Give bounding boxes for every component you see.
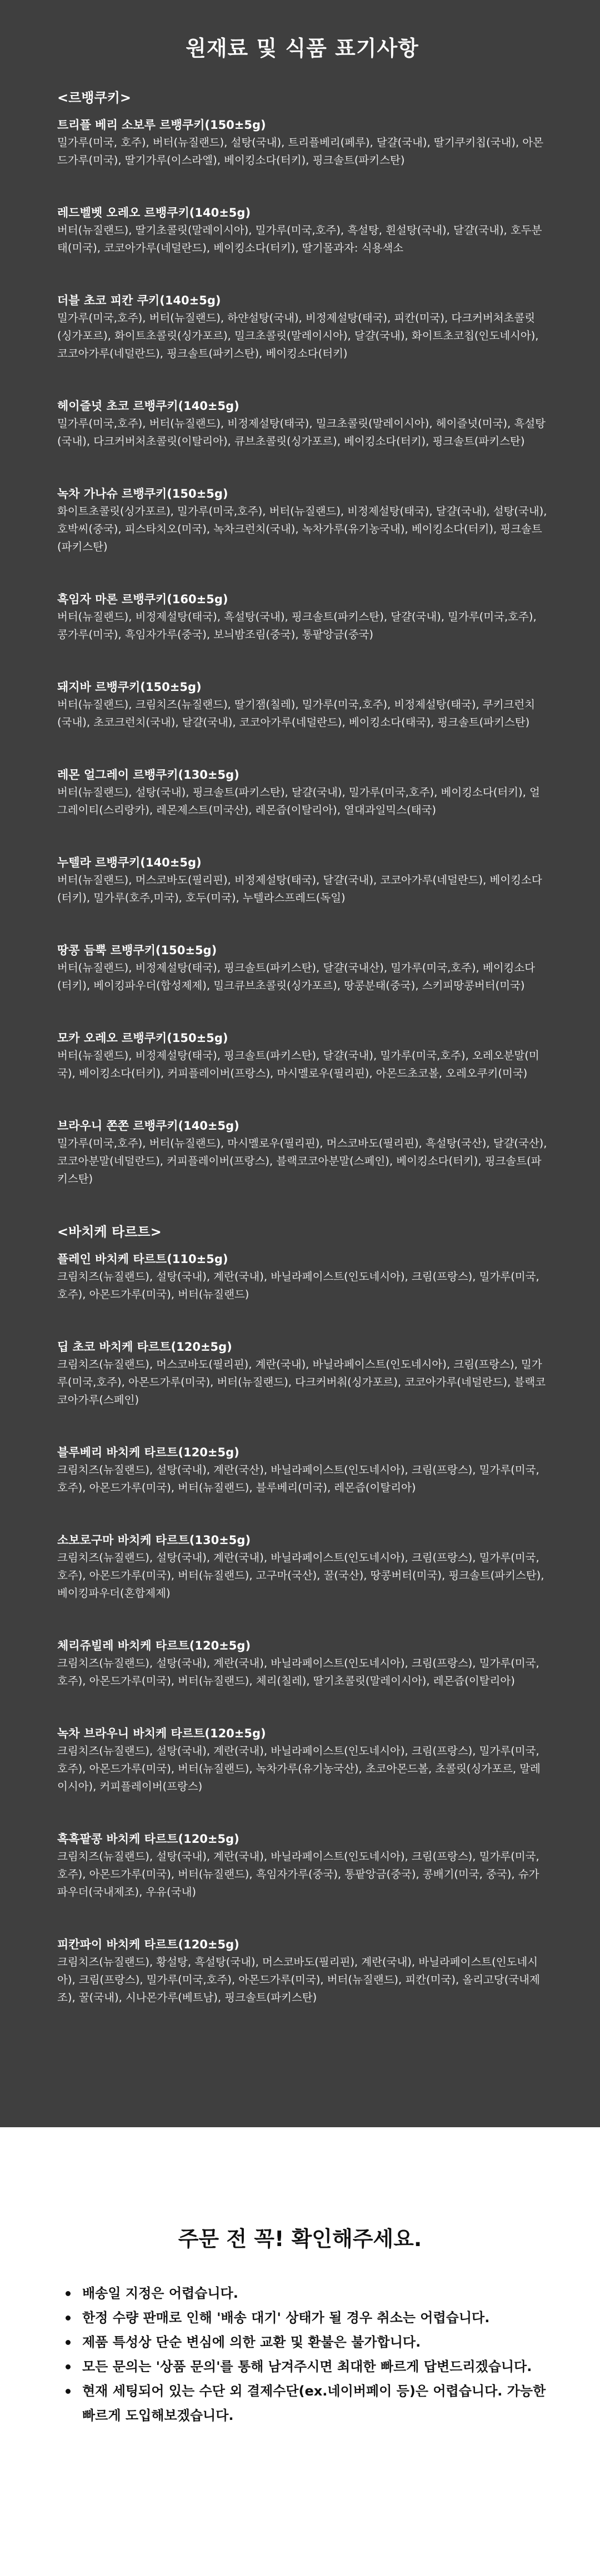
product-ingredients: 화이트초콜릿(싱가포르), 밀가루(미국,호주), 버터(뉴질랜드), 비정제설탕(태국), 달걀(국내), 설탕(국내), 호박씨(중국), 피스타치오(미국), 녹차크런치(국내), 녹차가루(유기농국내), 베이킹소다(터키), 핑크솔트(파키스탄) bbox=[57, 505, 547, 553]
section-header: <르뱅쿠키> bbox=[57, 90, 131, 106]
product-item bbox=[57, 941, 547, 995]
product-item bbox=[57, 485, 547, 556]
product-item bbox=[57, 116, 547, 169]
notice-text: 모든 문의는 '상품 문의'를 통해 남겨주시면 최대한 빠르게 답변드리겠습니다. bbox=[82, 2359, 532, 2374]
product-name: 흑흑팥콩 바치케 타르트(120±5g) bbox=[57, 1832, 239, 1846]
notice-list bbox=[56, 2281, 547, 2428]
product-name: 모카 오레오 르뱅쿠키(150±5g) bbox=[57, 1031, 228, 1045]
product-name: 녹차 브라우니 바치케 타르트(120±5g) bbox=[57, 1727, 266, 1740]
product-item bbox=[57, 1725, 547, 1796]
product-name: 브라우니 쫀쫀 르뱅쿠키(140±5g) bbox=[57, 1119, 239, 1132]
page-title: 원재료 및 식품 표기사항 bbox=[186, 36, 419, 61]
product-ingredients: 버터(뉴질랜드), 비정제설탕(태국), 핑크솔트(파키스탄), 달걀(국내), 밀가루(미국,호주), 오레오분말(미국), 베이킹소다(터키), 커피플레이버(프랑스), 마시멜로우(필리핀), 아몬드초코볼, 오레오쿠키(미국) bbox=[57, 1049, 539, 1080]
notice-item bbox=[56, 2330, 547, 2354]
product-name: 더블 초코 피칸 쿠키(140±5g) bbox=[57, 294, 221, 307]
bullet-icon bbox=[66, 2316, 71, 2321]
product-name: 녹차 가나슈 르뱅쿠키(150±5g) bbox=[57, 487, 228, 500]
product-item bbox=[57, 1338, 547, 1409]
notice-section bbox=[0, 2127, 600, 2576]
product-name: 딥 초코 바치케 타르트(120±5g) bbox=[57, 1340, 232, 1354]
product-ingredients: 크림치즈(뉴질랜드), 설탕(국내), 계란(국내), 바닐라페이스트(인도네시아), 크림(프랑스), 밀가루(미국,호주), 아몬드가루(미국), 버터(뉴질랜드), 녹차가루(유기농국산), 초코아몬드볼, 초콜릿(싱가포르, 말레이시아), 커피플레이버(프랑스) bbox=[57, 1745, 541, 1793]
product-item bbox=[57, 1444, 547, 1497]
product-item bbox=[57, 1029, 547, 1082]
bullet-icon bbox=[66, 2364, 71, 2369]
product-ingredients: 밀가루(미국, 호주), 버터(뉴질랜드), 설탕(국내), 트리플베리(페루), 달걀(국내), 딸기쿠키칩(국내), 아몬드가루(미국), 딸기가루(이스라엘), 베이킹소다(터키), 핑크솔트(파키스탄) bbox=[57, 136, 544, 167]
product-name: 레드벨벳 오레오 르뱅쿠키(140±5g) bbox=[57, 206, 251, 219]
notice-text: 한정 수량 판매로 인해 '배송 대기' 상태가 될 경우 취소는 어렵습니다. bbox=[82, 2310, 490, 2326]
product-ingredients: 버터(뉴질랜드), 비정제설탕(태국), 흑설탕(국내), 핑크솔트(파키스탄), 달걀(국내), 밀가루(미국,호주), 콩가루(미국), 흑임자가루(중국), 보늬밤조림(중국), 통팥앙금(중국) bbox=[57, 610, 537, 641]
section-header: <바치케 타르트> bbox=[57, 1224, 162, 1240]
product-item bbox=[57, 1830, 547, 1901]
product-item bbox=[57, 397, 547, 450]
product-ingredients: 크림치즈(뉴질랜드), 설탕(국내), 계란(국내), 바닐라페이스트(인도네시아), 크림(프랑스), 밀가루(미국,호주), 아몬드가루(미국), 버터(뉴질랜드), 고구마(국산), 꿀(국산), 땅콩버터(미국), 핑크솔트(파키스탄), 베이킹파우더(혼합제제) bbox=[57, 1551, 544, 1600]
product-name: 블루베리 바치케 타르트(120±5g) bbox=[57, 1446, 239, 1459]
product-name: 흑임자 마론 르뱅쿠키(160±5g) bbox=[57, 593, 228, 606]
notice-text: 배송일 지정은 어렵습니다. bbox=[82, 2286, 238, 2301]
product-ingredients: 크림치즈(뉴질랜드), 설탕(국내), 계란(국내), 바닐라페이스트(인도네시아), 크림(프랑스), 밀가루(미국,호주), 아몬드가루(미국), 버터(뉴질랜드), 체리(칠레), 딸기초콜릿(말레이시아), 레몬즙(이탈리아) bbox=[57, 1657, 539, 1687]
product-ingredients: 밀가루(미국,호주), 버터(뉴질랜드), 하얀설탕(국내), 비정제설탕(태국), 피칸(미국), 다크커버처초콜릿(싱가포르), 화이트초콜릿(싱가포르), 밀크초콜릿(말레이시아), 달걀(국내), 화이트초코칩(인도네시아), 코코아가루(네덜란드), 핑크솔트(파키스탄), 베이킹소다(터키) bbox=[57, 312, 539, 360]
product-name: 땅콩 듬뿍 르뱅쿠키(150±5g) bbox=[57, 944, 217, 957]
product-ingredients: 밀가루(미국,호주), 버터(뉴질랜드), 마시멜로우(필리핀), 머스코바도(필리핀), 흑설탕(국산), 달걀(국산), 코코아분말(네덜란드), 커피플레이버(프랑스), 블랙코코아분말(스페인), 베이킹소다(터키), 핑크솔트(파키스탄) bbox=[57, 1137, 547, 1185]
product-ingredients: 버터(뉴질랜드), 머스코바도(필리핀), 비정제설탕(태국), 달걀(국내), 코코아가루(네덜란드), 베이킹소다(터키), 밀가루(호주,미국), 호두(미국), 누텔라스프레드(독일) bbox=[57, 874, 542, 904]
product-item bbox=[57, 1117, 547, 1188]
product-name: 체리쥬빌레 바치케 타르트(120±5g) bbox=[57, 1639, 251, 1652]
notice-text: 제품 특성상 단순 변심에 의한 교환 및 환불은 불가합니다. bbox=[82, 2334, 421, 2350]
product-item bbox=[57, 1936, 547, 2007]
product-name: 헤이즐넛 초코 르뱅쿠키(140±5g) bbox=[57, 399, 239, 413]
product-item bbox=[57, 1637, 547, 1690]
product-name: 트리플 베리 소보루 르뱅쿠키(150±5g) bbox=[57, 118, 266, 132]
product-item bbox=[57, 204, 547, 257]
product-ingredients: 버터(뉴질랜드), 비정제설탕(태국), 핑크솔트(파키스탄), 달걀(국내산), 밀가루(미국,호주), 베이킹소다(터키), 베이킹파우더(합성제제), 밀크큐브초콜릿(싱가포르), 땅콩분태(중국), 스키피땅콩버터(미국) bbox=[57, 961, 536, 992]
product-name: 돼지바 르뱅쿠키(150±5g) bbox=[57, 680, 202, 694]
product-ingredients: 크림치즈(뉴질랜드), 설탕(국내), 계란(국내), 바닐라페이스트(인도네시아), 크림(프랑스), 밀가루(미국,호주), 아몬드가루(미국), 버터(뉴질랜드), 흑임자가루(중국), 통팥앙금(중국), 콩배기(미국, 중국), 슈가파우더(국내제조), 우유(국내) bbox=[57, 1850, 539, 1898]
bullet-icon bbox=[66, 2340, 71, 2345]
product-ingredients: 크림치즈(뉴질랜드), 설탕(국내), 계란(국산), 바닐라페이스트(인도네시아), 크림(프랑스), 밀가루(미국,호주), 아몬드가루(미국), 버터(뉴질랜드), 블루베리(미국), 레몬즙(이탈리아) bbox=[57, 1464, 539, 1494]
product-name: 레몬 얼그레이 르뱅쿠키(130±5g) bbox=[57, 768, 239, 781]
product-ingredients: 밀가루(미국,호주), 버터(뉴질랜드), 비정제설탕(태국), 밀크초콜릿(말레이시아), 헤이즐넛(미국), 흑설탕(국내), 다크커버처초콜릿(이탈리아), 큐브초콜릿(싱가포르), 베이킹소다(터키), 핑크솔트(파키스탄) bbox=[57, 417, 546, 448]
product-name: 누텔라 르뱅쿠키(140±5g) bbox=[57, 856, 202, 869]
notice-item bbox=[56, 2281, 547, 2306]
product-item bbox=[57, 678, 547, 731]
product-ingredients: 크림치즈(뉴질랜드), 머스코바도(필리핀), 계란(국내), 바닐라페이스트(인도네시아), 크림(프랑스), 밀가루(미국,호주), 아몬드가루(미국), 버터(뉴질랜드), 다크커버춰(싱가포르), 코코아가루(네덜란드), 블랙코코아가루(스페인) bbox=[57, 1358, 546, 1406]
notice-item bbox=[56, 2354, 547, 2379]
product-item bbox=[57, 1250, 547, 1304]
product-ingredients: 버터(뉴질랜드), 딸기초콜릿(말레이시아), 밀가루(미국,호주), 흑설탕, 흰설탕(국내), 달걀(국내), 호두분태(미국), 코코아가루(네덜란드), 베이킹소다(터키), 딸기몰과자: 식용색소 bbox=[57, 224, 542, 254]
product-item bbox=[57, 766, 547, 819]
bullet-icon bbox=[66, 2291, 71, 2296]
product-item bbox=[57, 1531, 547, 1602]
notice-item bbox=[56, 2306, 547, 2330]
product-section bbox=[57, 1222, 547, 2007]
product-item bbox=[57, 590, 547, 644]
product-item bbox=[57, 854, 547, 907]
product-ingredients: 크림치즈(뉴질랜드), 황설탕, 흑설탕(국내), 머스코바도(필리핀), 계란(국내), 바닐라페이스트(인도네시아), 크림(프랑스), 밀가루(미국,호주), 아몬드가루(미국), 버터(뉴질랜드), 피칸(미국), 올리고당(국내제조), 꿀(국내), 시나몬가루(베트남), 핑크솔트(파키스탄) bbox=[57, 1956, 540, 2004]
notice-text: 현재 세팅되어 있는 수단 외 결제수단(ex.네이버페이 등)은 어렵습니다. 가능한 빠르게 도입해보겠습니다. bbox=[82, 2383, 546, 2423]
product-item bbox=[57, 292, 547, 363]
product-name: 플레인 바치케 타르트(110±5g) bbox=[57, 1252, 228, 1266]
product-ingredients: 버터(뉴질랜드), 크림치즈(뉴질랜드), 딸기잼(칠레), 밀가루(미국,호주), 비정제설탕(태국), 쿠키크런치(국내), 초코크런치(국내), 달걀(국내), 코코아가루(네덜란드), 베이킹소다(태국), 핑크솔트(파키스탄) bbox=[57, 698, 536, 729]
product-section bbox=[57, 88, 547, 1188]
notice-item bbox=[56, 2379, 547, 2428]
product-ingredients: 크림치즈(뉴질랜드), 설탕(국내), 계란(국내), 바닐라페이스트(인도네시아), 크림(프랑스), 밀가루(미국,호주), 아몬드가루(미국), 버터(뉴질랜드) bbox=[57, 1270, 539, 1301]
product-name: 피칸파이 바치케 타르트(120±5g) bbox=[57, 1938, 239, 1951]
product-name: 소보로구마 바치케 타르트(130±5g) bbox=[57, 1533, 251, 1547]
sections-container bbox=[57, 88, 547, 2007]
product-ingredients: 버터(뉴질랜드), 설탕(국내), 핑크솔트(파키스탄), 달걀(국내), 밀가루(미국,호주), 베이킹소다(터키), 얼그레이티(스리랑카), 레몬제스트(미국산), 레몬즙(이탈리아), 열대과일믹스(태국) bbox=[57, 786, 540, 816]
notice-title: 주문 전 꼭! 확인해주세요. bbox=[178, 2227, 422, 2251]
bullet-icon bbox=[66, 2389, 71, 2394]
